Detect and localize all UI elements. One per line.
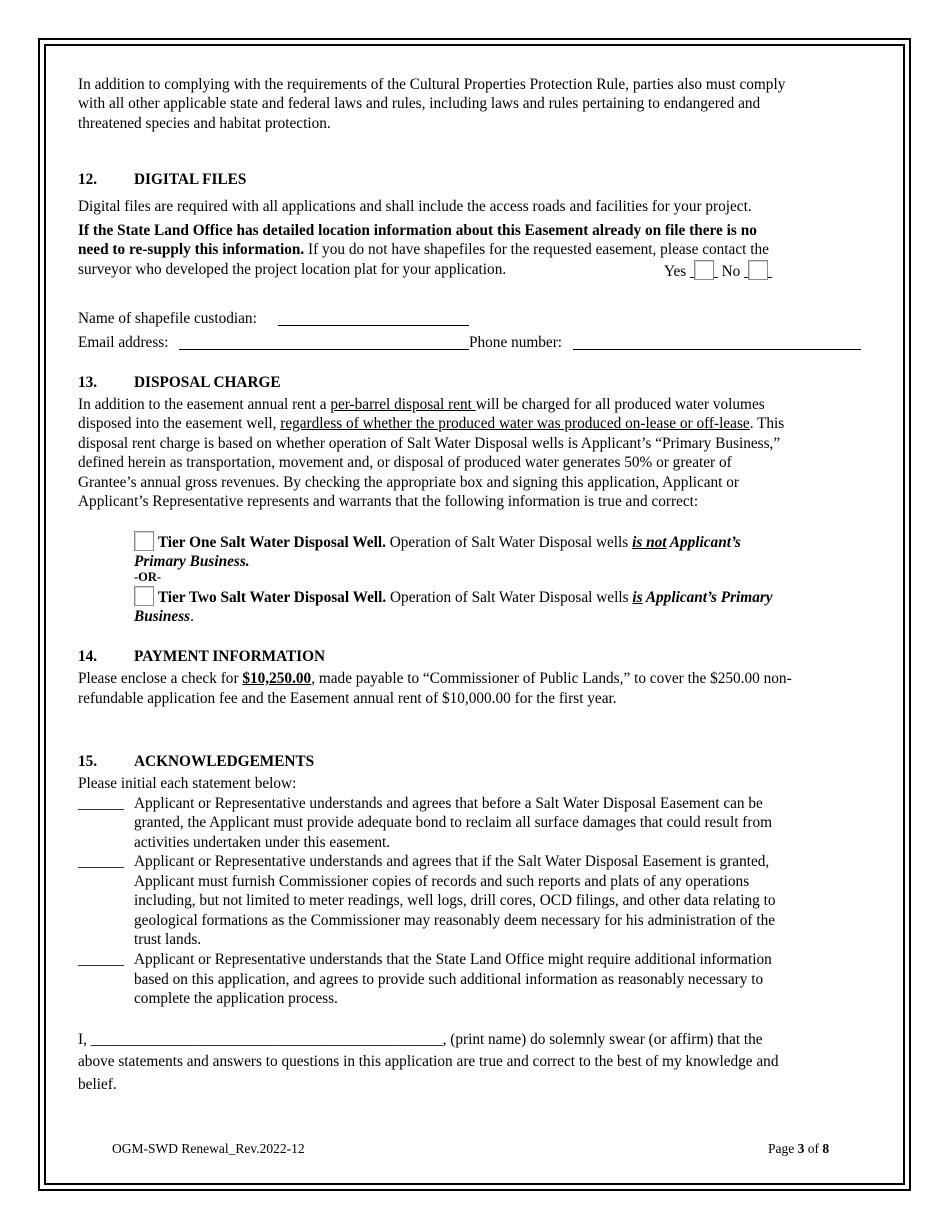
tier-one-end-1: Applicant’s	[666, 534, 741, 551]
initial-blank-1[interactable]: ______	[78, 795, 124, 812]
s13-l2-b: . This	[749, 415, 785, 432]
section-13-line-1	[78, 395, 765, 415]
page-word: Page	[768, 1141, 798, 1156]
affirm-line-2: above statements and answers to questions in this application are true and correct to the best of my knowledge and	[78, 1053, 779, 1070]
tier-one-is-not: is not	[632, 534, 667, 551]
ack-2-line-4: geological formations as the Commissioner may reasonably deem necessary for his administration of the	[134, 912, 776, 929]
ack-1-line-3: activities undertaken under this easement.	[134, 834, 391, 851]
tier-two-line-1	[134, 586, 773, 608]
yes-no-group	[664, 260, 772, 282]
section-12-line-2-rest: If you do not have shapefiles for the requested easement, please contact the	[304, 241, 769, 258]
tier-two-line-2	[134, 607, 194, 627]
ack-1-line-1: Applicant or Representative understands and agrees that before a Salt Water Disposal Easement can be	[134, 795, 763, 812]
initial-blank-2[interactable]: ______	[78, 853, 124, 870]
s14-l1-a: Please enclose a check for	[78, 670, 243, 687]
ack-2-line-1: Applicant or Representative understands and agrees that if the Salt Water Disposal Easement is granted,	[134, 853, 770, 870]
current-page: 3	[797, 1141, 805, 1156]
yes-label: Yes	[664, 263, 687, 280]
section-13-line-4: defined herein as transportation, movement and, or disposal of produced water generates 50% or greater of	[78, 454, 732, 471]
page-number	[768, 1139, 829, 1159]
tier-one-line-1	[134, 531, 741, 553]
s13-l1-a: In addition to the easement annual rent a	[78, 396, 331, 413]
section-12-bold-line: If the State Land Office has detailed location information about this Easement already on file there is no	[78, 222, 757, 239]
or-separator: -OR-	[134, 570, 162, 584]
tier-two-period: .	[190, 608, 194, 625]
ack-2-line-3: including, but not limited to meter readings, well logs, drill cores, OCD filings, and other data relating to	[134, 892, 776, 909]
section-13-line-6: Applicant’s Representative represents and warrants that the following information is true and correct:	[78, 493, 699, 510]
tier-two-checkbox[interactable]	[134, 586, 154, 606]
tier-two-end-2: Business	[134, 608, 191, 625]
no-checkbox[interactable]	[748, 260, 768, 280]
email-label: Email address:	[78, 334, 169, 351]
tier-two-is: is	[632, 589, 643, 606]
regardless-text: regardless of whether the produced water was produced on-lease or off-lease	[280, 415, 750, 432]
phone-input[interactable]	[573, 332, 861, 350]
section-13-number: 13.	[78, 374, 98, 391]
ack-2-line-2: Applicant must furnish Commissioner copies of records and such reports and plats of any operations	[134, 873, 750, 890]
ack-1-line-2: granted, the Applicant must provide adequate bond to reclaim all surface damages that could result from	[134, 814, 773, 831]
print-name-field[interactable]: ______________________________________________	[90, 1031, 443, 1048]
tier-one-checkbox[interactable]	[134, 531, 154, 551]
section-15-number: 15.	[78, 753, 98, 770]
affirm-line-1	[78, 1030, 763, 1050]
affirm-i: I,	[78, 1031, 87, 1048]
affirm-line-3: belief.	[78, 1076, 117, 1093]
form-id: OGM-SWD Renewal_Rev.2022-12	[112, 1141, 305, 1156]
section-13-title: DISPOSAL CHARGE	[134, 374, 281, 391]
section-12-line-3: surveyor who developed the project location plat for your application.	[78, 261, 507, 278]
section-12-line-2	[78, 240, 769, 260]
custodian-label: Name of shapefile custodian:	[78, 310, 257, 327]
section-12-title: DIGITAL FILES	[134, 171, 247, 188]
phone-label: Phone number:	[469, 334, 563, 351]
intro-line-3: threatened species and habitat protection.	[78, 115, 331, 132]
section-12-bold-2: need to re-supply this information.	[78, 241, 305, 258]
of-word: of	[804, 1141, 823, 1156]
s13-l1-b: will be charged for all produced water volumes	[475, 396, 765, 413]
ack-2-line-5: trust lands.	[134, 931, 202, 948]
custodian-input[interactable]	[278, 308, 469, 326]
tier-one-text: Operation of Salt Water Disposal wells	[385, 534, 633, 551]
section-13-line-2	[78, 414, 784, 434]
intro-line-1: In addition to complying with the requirements of the Cultural Properties Protection Rule, parties also must comply	[78, 76, 786, 93]
section-14-title: PAYMENT INFORMATION	[134, 648, 326, 665]
section-15-title: ACKNOWLEDGEMENTS	[134, 753, 315, 770]
tier-two-text: Operation of Salt Water Disposal wells	[386, 589, 633, 606]
yes-checkbox[interactable]	[694, 260, 714, 280]
section-14-line-2: refundable application fee and the Easement annual rent of $10,000.00 for the first year.	[78, 690, 617, 707]
ack-3-line-2: based on this application, and agrees to provide such additional information as reasonably necessary to	[134, 971, 764, 988]
initial-blank-3[interactable]: ______	[78, 951, 124, 968]
tier-one-label: Tier One Salt Water Disposal Well.	[157, 534, 386, 551]
per-barrel-rent-text: per-barrel disposal rent	[330, 396, 476, 413]
payment-amount: $10,250.00	[242, 670, 312, 687]
ack-3-line-1: Applicant or Representative understands that the State Land Office might require additional information	[134, 951, 772, 968]
no-label: No	[721, 263, 741, 280]
total-pages: 8	[822, 1141, 830, 1156]
tier-two-end-1: Applicant’s Primary	[642, 589, 773, 606]
ack-3-line-3: complete the application process.	[134, 990, 338, 1007]
affirm-rest: , (print name) do solemnly swear (or affirm) that the	[442, 1031, 763, 1048]
tier-two-label: Tier Two Salt Water Disposal Well.	[157, 589, 387, 606]
section-12-number: 12.	[78, 171, 98, 188]
section-15-intro: Please initial each statement below:	[78, 775, 297, 792]
s13-l2-a: disposed into the easement well,	[78, 415, 281, 432]
tier-one-line-2: Primary Business.	[134, 553, 250, 570]
email-input[interactable]	[179, 332, 469, 350]
s14-l1-b: , made payable to “Commissioner of Public Lands,” to cover the $250.00 non-	[311, 670, 792, 687]
intro-line-2: with all other applicable state and federal laws and rules, including laws and rules pertaining to endangered and	[78, 95, 761, 112]
section-14-number: 14.	[78, 648, 98, 665]
section-13-line-5: Grantee’s annual gross revenues. By checking the appropriate box and signing this application, Applicant or	[78, 474, 739, 491]
section-13-line-3: disposal rent charge is based on whether operation of Salt Water Disposal wells is Applicant’s “Primary Business,”	[78, 435, 781, 452]
section-12-para-1: Digital files are required with all applications and shall include the access roads and facilities for your project.	[78, 198, 752, 215]
section-14-line-1	[78, 669, 792, 689]
